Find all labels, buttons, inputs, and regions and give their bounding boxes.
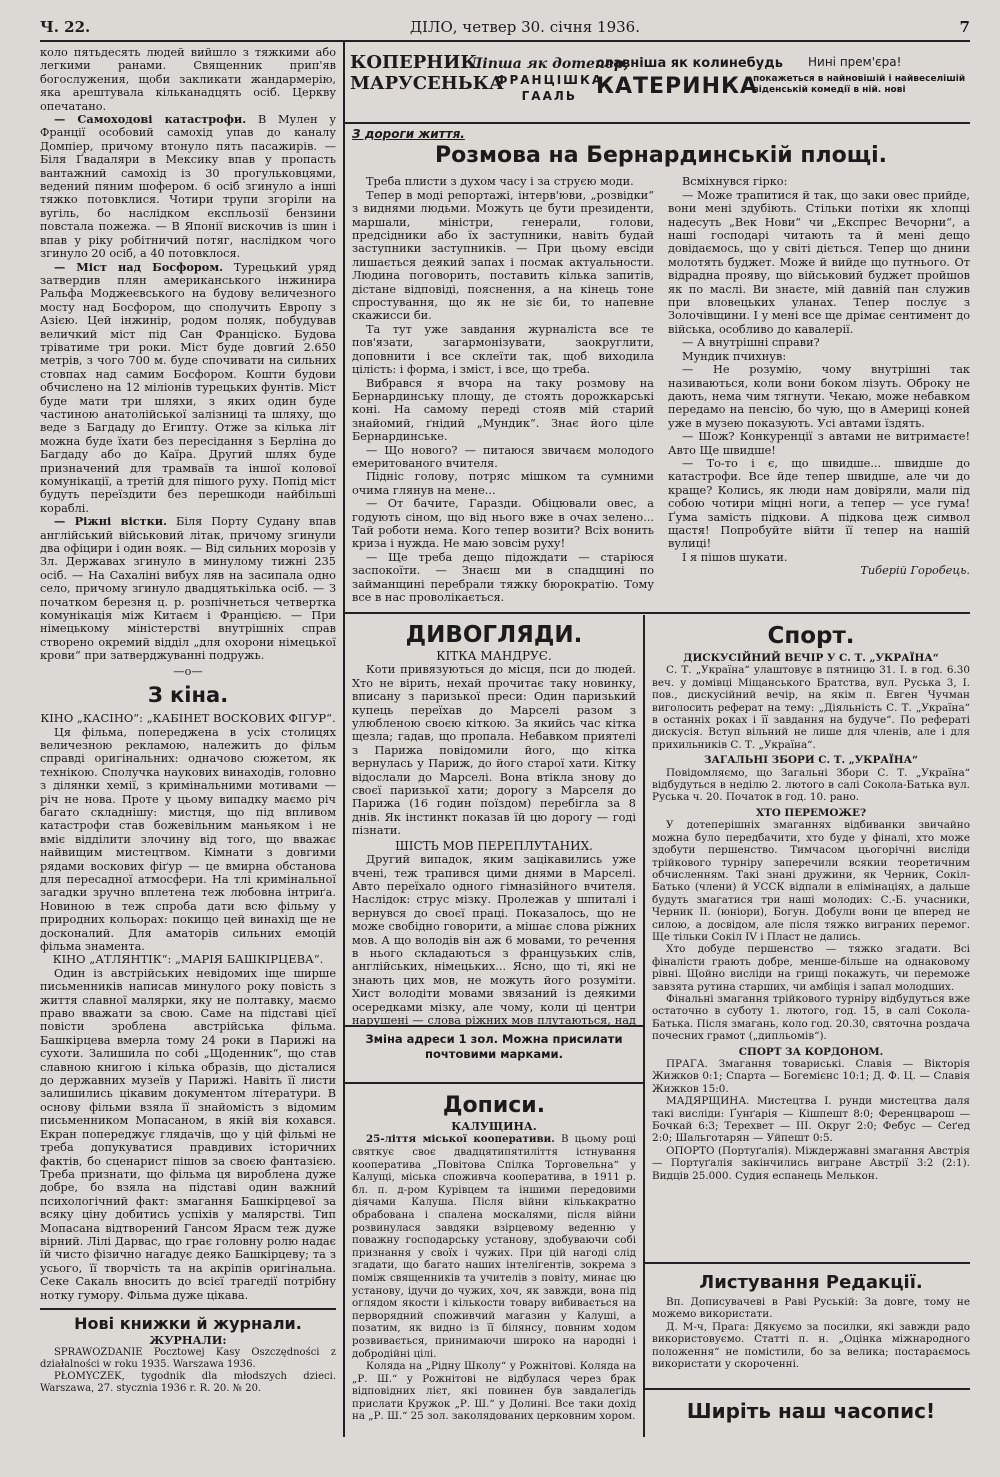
kino-atlantic-heading: КІНО „АТЛЯНТІК“: „МАРІЯ БАШКІРЦЕВА“. (52, 952, 324, 967)
notice-bottom-rule (345, 1082, 643, 1084)
kino-casino-heading: КІНО „КАСІНО“: „КАБІНЕТ ВОСКОВИХ ФІГУР“. (40, 711, 336, 726)
article-paragraph: У дотеперішніх змаганнях відбиванки звичайно можна було передбачити, хто буде у фіналі, хто може здобути першенство. Тимчасом цьогорічні висліди трійкового турніру заперечили всякии теоретичним обчисленням. Такі знані дружини, як Черник, Сокіл-Батько (члени) й УССК відпали в елімінаціях, а дальше будуть змагатися три наші молодих: С.-Б. учасники, Черник ІІ. (юніори), Богун. Добули вони це вперед не силою, а досвідом, але після тяжко виграних перемог. Ще тільки Сокіл IV і Пласт не дались. (652, 819, 970, 943)
article-paragraph: коло пятьдесять людей вийшло з тяжкими або легкими ранами. Священник прип'яв богослужения, щоби закликати жандармерію, яка арештувала кільканадцять осіб. Церкву опечатано. (40, 46, 336, 113)
article-paragraph: — От бачите, Гаразди. Обіцювали овес, а годують сіном, що від нього вже в очах зелено... Тай роботи нема. Кого тепер возити? Всіх вонить криза і нужда. Не маю зовсім руху! (352, 497, 654, 551)
article-paragraph: Коляда на „Рідну Школу“ у Рожнітові. Коляда на „Р. Ш.“ у Рожнітові не відбулася через брак відповідних лієт, які повинен був завдалегідь прислати Кружок „Р. Ш.“ у Долині. Все таки дохід на „Р. Ш.“ 25 зол. заколядованих церковним хором. (352, 1360, 636, 1423)
journals-label: ЖУРНАЛИ: (149, 1332, 227, 1347)
heading-accidents: — Самоходові катастрофи. (54, 112, 247, 127)
heading-bridge: — Міст над Босфором. (54, 259, 224, 274)
article-paragraph: І я пішов шукати. (682, 550, 788, 564)
article-paragraph: Д. М-ч, Прага: Дякуємо за посилки, які завжди радо використовуємо. Статті п. н. „Оцінка міжнародного положення“ не помістили, бо за велика; постараємось використати у скороченні. (652, 1320, 970, 1371)
notice-top-rule (345, 1025, 643, 1027)
editorial-correspondence (652, 1270, 970, 1385)
article-paragraph: С. Т. „Україна“ улаштовує в пятницю 31. І. в год. 6.30 веч. у домівці Міщанського Братства, вул. Руська 3, І. пов., дискусійний вечір, на якім п. Евген Чучман виголосить реферат на тему: „Діяльність С. Т. „Україна“ в останніх роках і її завдання на будуче“. По рефераті дискусія. Вступ вільний не лише для членів, але і для прихильників С. Т. „Україна“. (652, 664, 970, 751)
ad-premiere: Нині прем'єра! (808, 55, 902, 69)
article-paragraph: Всміхнувся гірко: (682, 175, 788, 189)
article-paragraph: Повідомляємо, що Загальні Збори С. Т. „Україна“ відбудуться в неділю 2. лютого в салі Сокола-Батька вул. Руська ч. 20. Початок в год. 10. рано. (652, 766, 970, 804)
ad-premiere-note: покажеться в найновішій і найвеселішій віденській комедії в ній. нові (753, 74, 966, 95)
editorial-title: Листування Редакції. (699, 1272, 923, 1293)
article-paragraph: — То-то і є, що швидше... швидше до катастрофи. Все йде тепер швидше, але чи до краще? Колись, як люди нам довіряли, мали під собою чотири міцні ноги, а тепер — усе гума! Ґума замість підкови. А підкова цеж символ щастя! Попробуйте війти її тепер на нашій вулиці! (668, 456, 970, 551)
ad-film-title: КАТЕРИНКА (596, 74, 759, 99)
article-paragraph: — Може трапитися й так, що заки овес прийде, вони мені здубіють. Стільки потіхи як хлопці надесуть „Век Нови“ чи „Експрес Вечорни“, а наші господарі читають та й мені дещо довідаємось, що у світі діється. Тепер що днини молотять буджет. Може й вийде що путнього. От відрадна прояву, що військовий буджет пройшов як по маслі. Ви знаєте, мій давній пан служив при вловецьких уланах. Тепер послує з Золочівщини. І у мені все ще дрімає сентимент до війська, особливо до кавалерії. (668, 188, 970, 336)
article-paragraph: — Що нового? — питаюся звичаєм молодого емеритованого вчителя. (352, 443, 654, 470)
notice-text: Зміна адреси 1 зол. Можна присилати почтовими марками. (365, 1032, 623, 1061)
article-paragraph: Хто добуде першенство — тяжко згадати. Всі фіналісти грають добре, менше-більше на однаковому рівні. Щойно висліди на грищі покажуть, чи переможе завзята рутина старших, чи амбіція і запал молодших. (652, 943, 970, 993)
slogan: Ширіть наш часопис! (686, 1399, 936, 1423)
article-paragraph: Треба плисти з духом часу і за струєю моди. (366, 175, 634, 189)
article-paragraph: Тепер в моді репортажі, інтерв'юви, „розвідки“ з виднями людьми. Можуть це бути президенти, маршали, міністри, генерали, голови, предсідники або їх заступники, навіть будай заступники заступників. — При цьому евсіди лишається деякий запах і посмак актуальности. Людина поговорить, поставить кілька запитів, дістане відповіді, пояснення, а на кінець тоне спростування, що як не зіє би, то напевне скажисси би. (352, 188, 654, 323)
bridge-text: Турецький уряд затвердив плян американського інжинира Ральфа Моджеєвського на будову величезного мосту над Босфором, що сполучить Европу з Азією. Цей інжинір, родом поляк, побудував величкий міст під Сан Франціско. Будова тріватиме три роки. Міст буде довгий 2.650 метрів, з чого 700 м. буде спочивати на сильних стовпах над самим Босфором. Кошти будови обчислено на 12 міліонів турецьких фунтів. Міст буде мати три шляхи, з яких один буде частиною анатолійської залізниці та шляху, що веде з Багдаду до Египту. Отже за кілька літ можна буде їхати без пересідання з Берліна до Багдаду або до Каїра. Другий шлях буде призначений для трамваїв та іншої колової комунікації, а третій для пішого руху. Попід міст будуть переїздити без перешкоди найбільші кораблі. (40, 260, 336, 515)
page-label-left: Ч. 22. (40, 18, 91, 36)
article-paragraph: ПРАГА. Змагання товариські. Славія — Вікторія Жижков 0:1; Спарта — Богемієнс 10:1; Д. Ф. Ц. — Славія Жижков 15:0. (652, 1058, 970, 1095)
dopysy-lead: 25-ліття міської кооперативи. (366, 1133, 555, 1146)
article-paragraph: Ця фільма, попереджена в усіх столицях величезною рекламою, належить до фільм справді оригінальних: одначово сюжетом, як технікою. Сполучка наукових винаходів, головно з ділянки хемії, з кримінальними мотивами — річ не нова. Проте у цьому випадку маємо річ багато складнішу: мистця, що під впливом катастрофи став божевільним маньяком і не вміє відділити злочину від того, що вважає найвищим мистецтвом. Кімнати з довгими рядами воскових фіґур — це вмирна обстанова для пересадної атмосфери. На тлі кримінальної загадки зручно вплетена теж любовна інтриґа. Новиною в теж спроба дати всю фільму у природних кольорах: покищо цей винахід ще не досконалий. Для аматорів сильних емоцій фільма знамента. (40, 725, 336, 953)
book-entry: PŁOMYCZEK, tygodnik dla młodszych dzieci. Warszawa, 27. stycznia 1936 r. R. 20. № 20. (40, 1371, 336, 1395)
article-paragraph: Та тут уже завдання журналіста все те пов'язати, загармонізувати, заокруглити, доповнити і все склеїти так, щоб виходила цілість: і форма, і зміст, і все, що треба. (352, 322, 654, 377)
cinema-advertisement (348, 50, 970, 120)
article-paragraph: — Шож? Конкуренції з автами не витримаєте! Авто Ще швидше! (668, 430, 970, 457)
subheading-cat: КІТКА МАНДРУЄ. (436, 649, 552, 663)
masthead-line: ДІЛО, четвер 30. січня 1936. (409, 18, 640, 36)
article-paragraph: — А внутрішні справи? (682, 336, 820, 350)
dopysy-place: КАЛУЩИНА. (451, 1120, 537, 1133)
article-paragraph: — Не розумію, чому внутрішні так називаються, коли вони боком лізуть. Оброку не дають, нема чим тягнути. Чекаю, може небавком передамо на пенсію, бо чую, що в Америці коней уже в музею показують. Усі автами їздять. (668, 363, 970, 430)
page-header (40, 18, 970, 42)
article-paragraph (352, 1133, 636, 1360)
slogan-rule (645, 1388, 970, 1390)
conversation-bottom-rule (345, 612, 970, 614)
dopysy-text: В цьому році святкує своє двадцятипятиліття істнування кооператива „Повітова Спілка Торговельна“ у Калущі, міська споживча кооператива, в 1911 р. бл. п. д-ром Курівцем та іншими передовими діячами Калуша. Після війни кількакратно обрабована і спалена москалями, після війни розвинулася завдяки взірцевому веденню у поважну господарську установу, здобуваючи собі признання у своїх і чужих. При цій нагоді слід згадати, що багато наших інтелігентів, зокрема з поміж священників та учителів з повіту, минає цю установу, ідучи до чужих, хоч, як завжди, вона під оглядом якости і кількости товару вибивається на перворядний споживчий магазин у Калуші, а позатим, як видно із її білянсу, повним ходом розвивається, принимаючи широко на народні і добродійні цілі. (352, 1133, 636, 1360)
article-paragraph: ОПОРТО (Портуґалія). Міждержавні змагання Австрія — Портуґалія закінчились вигране Австрії 3:2 (2:1). Видців 25.000. Судия еспанець Мелькон. (652, 1144, 970, 1182)
article-paragraph: Мундик пчихнув: (682, 349, 787, 363)
editorial-rule (645, 1262, 970, 1264)
subheading-languages: ШІСТЬ МОВ ПЕРЕПЛУТАНИХ. (395, 838, 593, 853)
article-paragraph: Вп. Дописувачеві в Раві Руській: За довге, тому не можемо використати. (652, 1296, 970, 1321)
dyvohliady-title: ДИВОГЛЯДИ. (405, 622, 583, 648)
ad-tagline-2: славніша як колинебудь (596, 56, 783, 71)
article-paragraph (40, 113, 336, 260)
sport-heading-3: ХТО ПЕРЕМОЖЕ? (755, 806, 867, 819)
address-change-notice (352, 1032, 636, 1078)
sport-heading-2: ЗАГАЛЬНІ ЗБОРИ С. Т. „УКРАЇНА“ (703, 754, 919, 767)
sport-heading-4: СПОРТ ЗА КОРДОНОМ. (738, 1045, 884, 1058)
article-paragraph: МАДЯРЩИНА. Мистецтва І. рунди мистецтва даля такі висліди: Ґунґарія — Кішпешт 8:0; Ференцварош — Бочкай 6:3; Терехвет — ІІІ. Округ 2:0; Фебус — Сеґед 2:0; Шальготарян — Уйпешт 0:5. (652, 1095, 970, 1145)
article-paragraph: Вибрався я вчора на таку розмову на Бернардинську площу, де стоять дорожкарські коні. На самому переді стояв мій старий знайомий, ґнідий „Мундик“. Знає його ціле Бернардинське. (352, 376, 654, 444)
page-number: 7 (959, 18, 970, 36)
ad-tagline-text: Ліпша як дотепер, (470, 56, 629, 72)
column-rule-left (343, 42, 345, 1437)
article-paragraph: Коти привязуються до місця, пси до людей. Хто не вірить, нехай прочитає таку новинку, вписану з паризької преси: Один паризький купець переїхав до Марселі разом з улюбленою своєю кіткою. За якийсь час кітка щезла; гадав, що пропала. Небавком приятелі з Парижа повідомили його, що кітка вернулась у Париж, до його старої хати. Кітку відослали до Марселі. Вона втікла знову до своєї паризької хати; дорогу з Марселя до Парижа (16 годин поїздом) перебігла за 8 днів. Як інстинкт показав їй цю дорогу — годі пізнати. (352, 663, 636, 838)
conversation-title: Розмова на Бернардинській площі. (434, 143, 887, 169)
left-column (40, 46, 336, 1441)
accidents-text: В Мулен у Франції особовий самохід упав до каналу Домпіер, причому втонуло пять пасажирів. — Біля Ґвадаляри в Мексику впав у пропасть вантажний самохід із 30 прогульковцями, ведений пяним шофером. 6 осіб згинуло а інші тяжко потовклися. Чотири трупи згоріли на вугіль, бо наслідком експльозії бензини повстала пожежа. — В Японії вискочив із шин і впав у ріку робітничий потяг, наслідком чого згинуло 20 осіб, а 40 потовклося. (40, 113, 336, 261)
heading-news: — Ріжні вістки. (54, 514, 168, 529)
article-paragraph: Підніс голову, потряс мішком та сумними очима глянув на мене... (352, 470, 654, 497)
article-paragraph (40, 515, 336, 662)
ad-films-left: КОПЕРНИК МАРУСЕНЬКА (350, 52, 504, 94)
ad-star: ФРАНЦІШКА ГААЛЬ (495, 73, 604, 103)
book-entry: SPRAWOZDANIE Pocztowej Kasy Oszczędności z działalności w roku 1935. Warszawa 1936. (40, 1347, 336, 1371)
books-title: Нові книжки й журнали. (74, 1313, 302, 1333)
news-text: Біля Порту Судану впав англійський військовий літак, причому згинули два офіцири і один вояк. — Від сильних морозів у Зл. Державах згинуло в минулому тижні 235 осіб. — На Сахаліні вибух ляв на засипала одно село, причому згинуло двадцятькілька осіб. — З початком березня ц. р. розпічнеться четвертка комунікація між Китаєм і Францією. — При німецькому міністерстві внутрішніх справ створено окремий відділ „для охорони німецької крови“ при затверджуванні подружь. (40, 515, 336, 663)
ad-bottom-rule (345, 122, 970, 124)
article-paragraph: — Ще треба дещо підождати — старіюся заспокоїти. — Знаєш ми в спадщині по займанщині перебрали тяжку бюрократію. Тому все в нас проволікається. (352, 550, 654, 604)
dyvohliady-article (352, 620, 636, 1025)
author-signature: Тиберій Горобець. (860, 564, 970, 578)
books-rule (40, 1308, 336, 1310)
dopysy-article (352, 1092, 636, 1437)
conversation-section: З дороги життя. (352, 128, 465, 141)
article-paragraph (40, 261, 336, 516)
column-rule-right (643, 615, 645, 1437)
conversation-article (352, 128, 970, 610)
sport-title: Спорт. (767, 623, 855, 649)
section-divider: —о— (173, 664, 203, 678)
sport-article (652, 620, 970, 1260)
sport-heading-1: ДИСКУСІЙНИЙ ВЕЧІР У С. Т. „УКРАЇНА“ (683, 652, 939, 664)
article-paragraph: Фінальні змагання трійкового турніру відбудуться вже остаточно в суботу 1. лютого, год. 15, в салі Сокола-Батька. Після змагань, коло год. 20.30, святочна роздача почесних грамот („дипльомів“). (652, 992, 970, 1043)
dopysy-title: Дописи. (442, 1093, 546, 1118)
article-paragraph: Один із австрійських невідомих іще ширше письменників написав минулого року повість з життя славної малярки, яку не полтавку, маємо право вважати за свою. Саме на підставі цієї повісти зроблена австрійська фільма. Башкірцева вмерла тому 24 роки в Парижі на сухоти. Залишила по собі „Щоденник“, що став славною книгою і кілька образів, що дісталися до державних музеїв у Парижі. Навіть її листи залишились цікавим документом літератури. В основу фільми взяла її знайомість з відомим письменником Мопасаном, в якій вія кохався. Екран попереджує глядачів, що у цій фільмі не треба допукуватися правдивих історичних фактів, бо сценарист пішов за своєю фантазією. Треба признати, що фільма ця вироблена дуже добре, бо взяла на підставі один важний психологічний факт: змагання Башкірцевої за всяку ціну добитись успіхів у малярстві. Тип Мопасана відтворений Гансом Ярасм теж дуже вірний. Лілі Дарвас, що грає головну ролю надає їй чисто фізично нагадує деяко Башкірцеву; та з усього, її творчість та на акріпів оригінальна. Секе Сакаль вносить до всієї трагедії потрібну нотку гумору. Фільма дуже цікава. (40, 966, 336, 1302)
conversation-columns (352, 175, 970, 605)
article-paragraph: Другий випадок, яким зацікавились уже вчені, теж трапився цими днями в Марселі. Авто переїхало одного гімназійного вчителя. Наслідок: струс мізку. Пролежав у шпиталі і вернувся до своєї праці. Показалось, що не може свобідно говорити, а мішає слова ріжних мов. А що володів він аж 6 мовами, то речення в нього складаються з французьких слів, англійських, німецьких... Ясно, що ті, які не знають цих мов, не можуть його розуміти. Хист володіти мовами звязаний із деякими осередками мізку, але чому, коли ці центри нарушені — слова ріжних мов плутаються, над (352, 853, 636, 1025)
cinema-title: З кіна. (147, 683, 229, 708)
